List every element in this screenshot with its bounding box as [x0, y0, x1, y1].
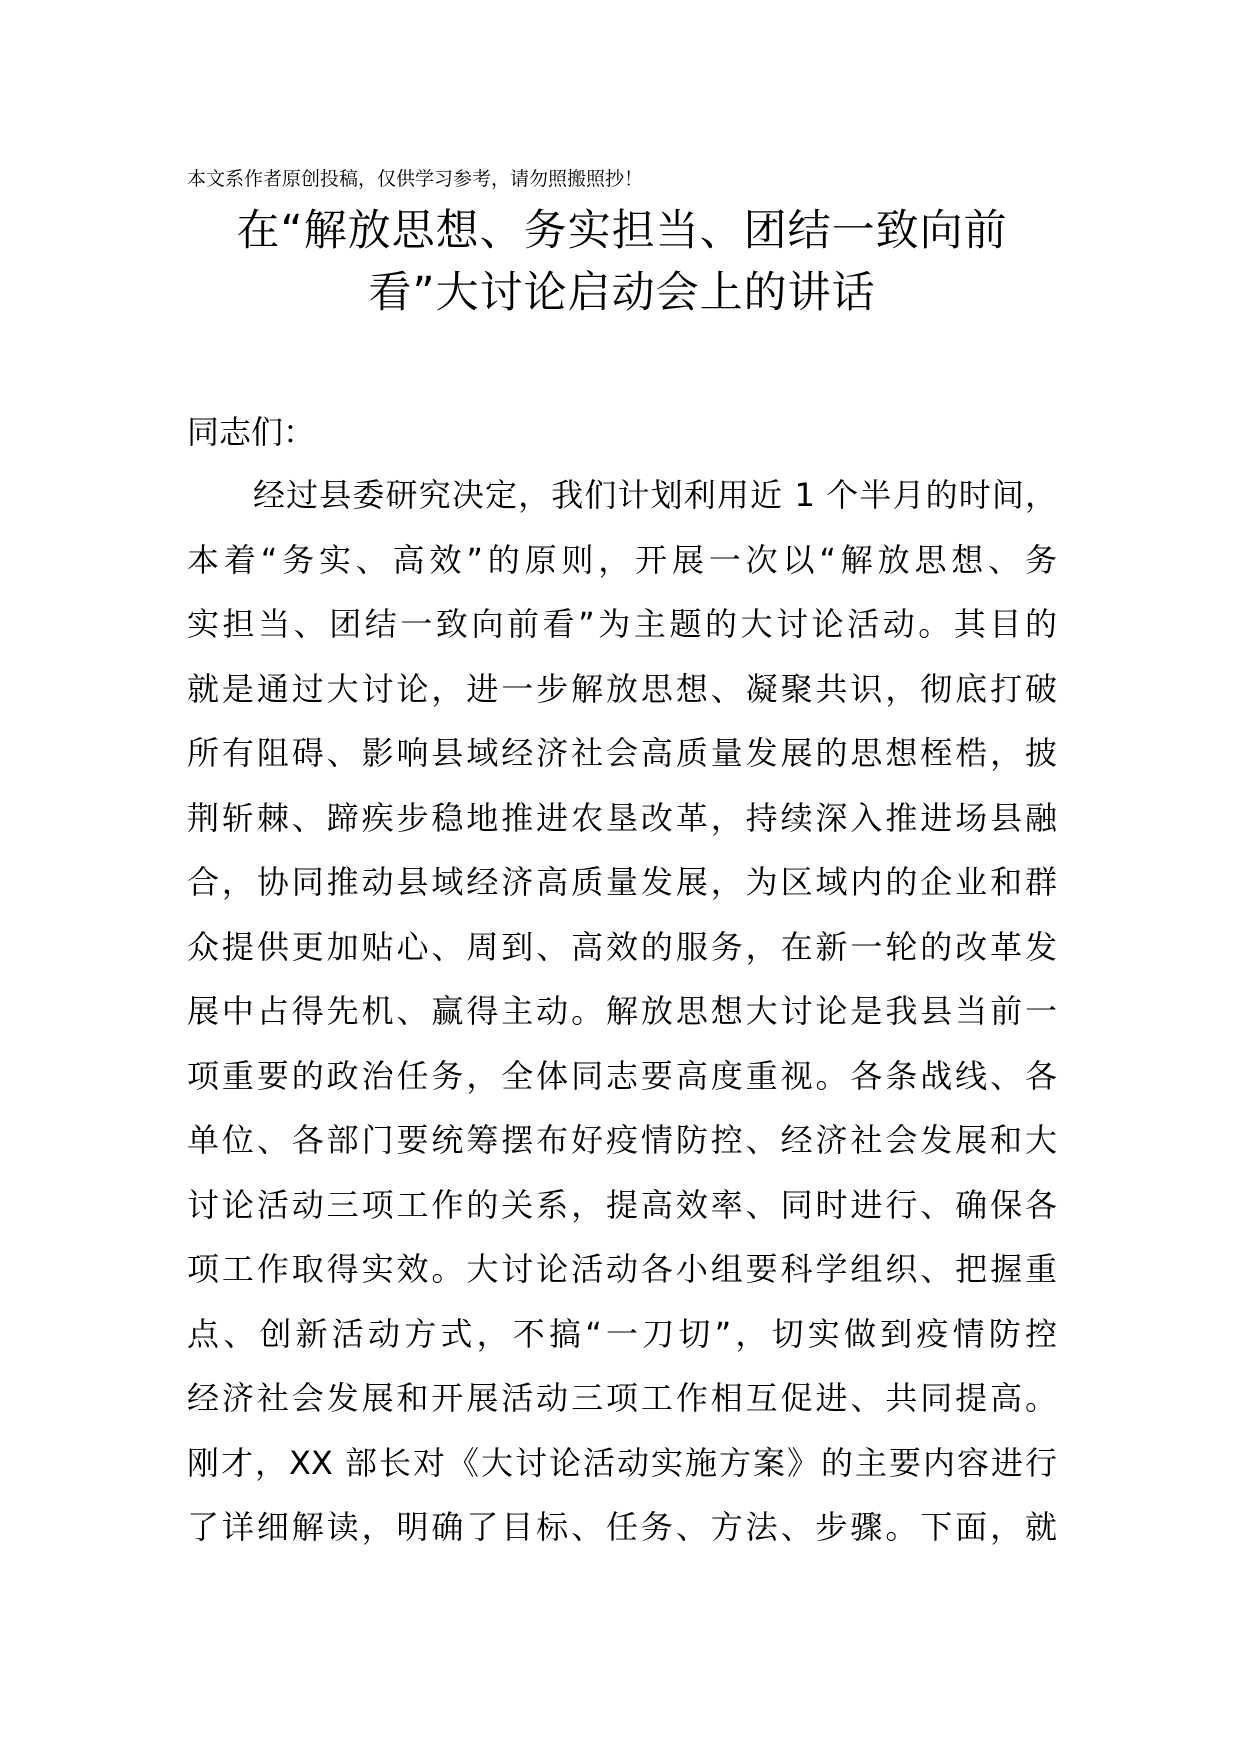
paragraph-line: 荆斩棘、蹄疾步稳地推进农垦改革，持续深入推进场县融: [187, 798, 1057, 837]
paragraph-line: 点、创新活动方式，不搞“一刀切”，切实做到疫情防控: [187, 1314, 1057, 1353]
paragraph-line: 所有阻碍、影响县域经济社会高质量发展的思想桎梏，披: [187, 734, 1057, 772]
title-line: 看”大讨论启动会上的讲话: [368, 268, 876, 318]
paragraph-line: 经济社会发展和开展活动三项工作相互促进、共同提高。: [187, 1379, 1057, 1417]
paragraph-line: 众提供更加贴心、周到、高效的服务，在新一轮的改革发: [187, 927, 1057, 966]
paragraph-line: 讨论活动三项工作的关系，提高效率、同时进行、确保各: [187, 1185, 1057, 1224]
disclaimer-note: 本文系作者原创投稿，仅供学习参考，请勿照搬照抄！: [187, 168, 644, 190]
paragraph-line: 经过县委研究决定，我们计划利用近 1 个半月的时间，: [253, 476, 1057, 514]
paragraph-line: 实担当、团结一致向前看”为主题的大讨论活动。其目的: [187, 605, 1057, 643]
document-title: [187, 200, 1057, 324]
paragraph-line: 项工作取得实效。大讨论活动各小组要科学组织、把握重: [187, 1250, 1057, 1288]
paragraph-line: 合，协同推动县域经济高质量发展，为区域内的企业和群: [187, 863, 1057, 901]
paragraph-line: 本着“务实、高效”的原则，开展一次以“解放思想、务: [187, 540, 1057, 579]
title-line: 在“解放思想、务实担当、团结一致向前: [236, 206, 1008, 256]
paragraph-line: 刚才，XX 部长对《大讨论活动实施方案》的主要内容进行: [187, 1443, 1057, 1482]
paragraph-line: 展中占得先机、赢得主动。解放思想大讨论是我县当前一: [187, 992, 1057, 1030]
paragraph-line: 项重要的政治任务，全体同志要高度重视。各条战线、各: [187, 1056, 1057, 1095]
paragraph-line: 就是通过大讨论，进一步解放思想、凝聚共识，彻底打破: [187, 669, 1057, 708]
salutation: 同志们：: [187, 413, 316, 451]
paragraph-line: 了详细解读，明确了目标、任务、方法、步骤。下面，就: [187, 1508, 1057, 1546]
body-paragraph: [187, 463, 1057, 1560]
paragraph-line: 单位、各部门要统筹摆布好疫情防控、经济社会发展和大: [187, 1121, 1057, 1159]
